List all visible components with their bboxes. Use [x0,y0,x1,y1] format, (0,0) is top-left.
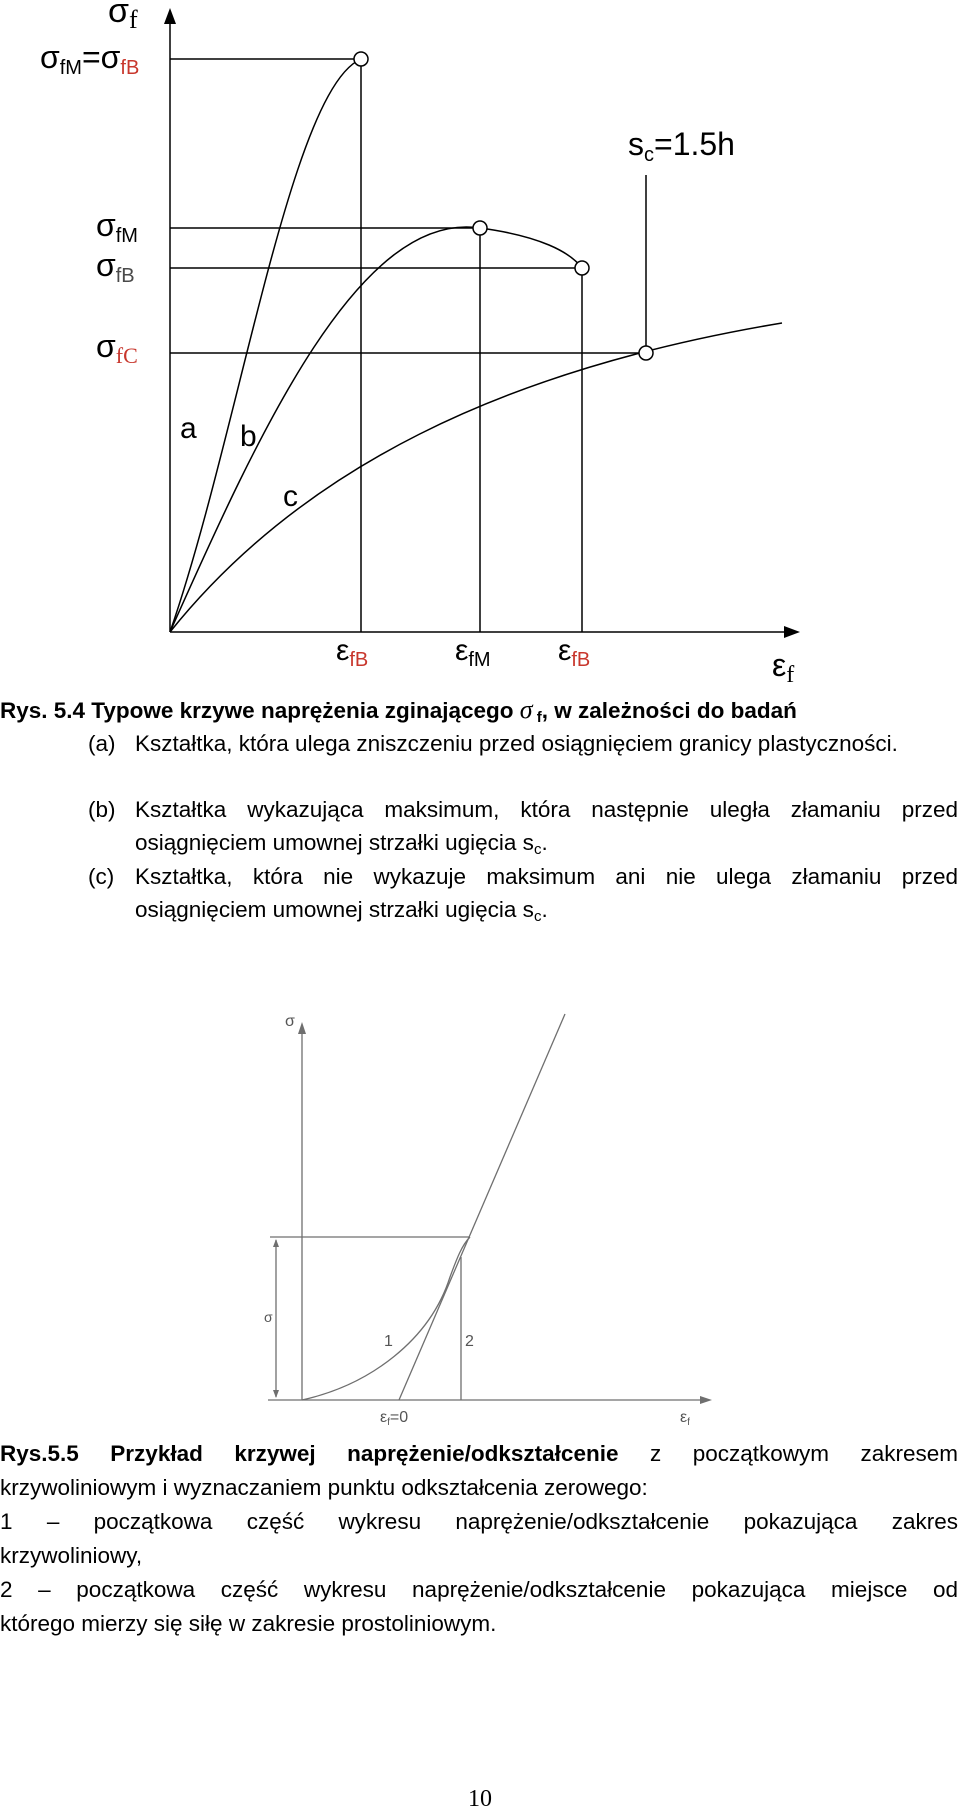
point-b-max [473,221,487,235]
curve-1 [302,1237,470,1400]
curve-label-1: 1 [384,1333,393,1350]
dimension-label: σ [264,1309,273,1325]
x-axis-2-label: εf [680,1409,690,1428]
y-axis-arrow [164,8,176,24]
page-number: 10 [468,1786,492,1812]
x-tick-eps-fm: $\varepsilon_{fM}$ [455,634,491,671]
curve-label-2: 2 [465,1333,474,1350]
caption2-line-5: 2 – początkowa część wykresu naprężenie/odkształcenie pokazująca miejsce od [0,1577,958,1602]
x-axis-2-arrow [700,1396,712,1404]
x-axis-label: εf [772,647,795,688]
point-a-break [354,52,368,66]
curve-c [170,323,782,632]
point-c-sc [639,346,653,360]
x-axis-arrow [784,626,800,638]
curve-label-a: a [180,412,197,445]
figure-5-5 [0,1000,960,1440]
curve-label-b: b [240,420,257,453]
caption-item-c: (c) Kształtka, która nie wykazuje maksimum ani nie ulega złamaniu przed osiągnięciem umownej strzałki ugięcia $s_c$. [88,864,958,925]
curve-b [170,227,582,632]
caption2-line-2: krzywoliniowym i wyznaczaniem punktu odkształcenia zerowego: [0,1475,648,1500]
y-tick-sigma-fm: σfM [96,207,138,247]
curve-a [170,59,361,632]
caption2-line-3: 1 – początkowa część wykresu naprężenie/odkształcenie pokazująca zakres [0,1509,958,1534]
line-2 [399,1014,565,1400]
y-axis-2-label: σ [285,1013,295,1030]
x-tick-eps-fb-2: $\varepsilon_{fB}$ [558,634,591,671]
point-b-break [575,261,589,275]
caption-item-b: (b) Kształtka wykazująca maksimum, która następnie uległa złamaniu przed osiągnięciem umownej strzałki ugięcia $s_c$. [88,797,958,858]
y-tick-sigma-fm-eq-fb: σfM=σfB [40,39,140,79]
curve-label-c: c [283,480,298,513]
caption-title: Rys. 5.4 Typowe krzywe naprężenia zginającego σ $_f$, w zależności do badań [0,695,797,726]
caption2-line-6: którego mierzy się siłę w zakresie prostoliniowym. [0,1611,497,1636]
figure-5-5-caption [0,1437,958,1641]
y-tick-sigma-fb: σfB [96,247,135,287]
zero-strain-label: εf=0 [380,1409,409,1428]
y-axis-2-arrow [298,1022,306,1034]
caption-item-a: (a) Kształtka, która ulega zniszczeniu przed osiągnięciem granicy plastyczności. [88,731,898,756]
caption2-line-4: krzywoliniowy, [0,1543,143,1568]
y-tick-sigma-fc: σfC [96,328,138,368]
y-axis-label: σf [108,0,138,34]
figure-5-4 [0,0,960,690]
x-tick-eps-fb-1: $\varepsilon_{fB}$ [336,634,369,671]
caption2-line-1: Rys.5.5 Przykład krzywej naprężenie/odkształcenie z początkowym zakresem [0,1441,958,1466]
sc-annotation: sc=1.5h [628,126,735,166]
